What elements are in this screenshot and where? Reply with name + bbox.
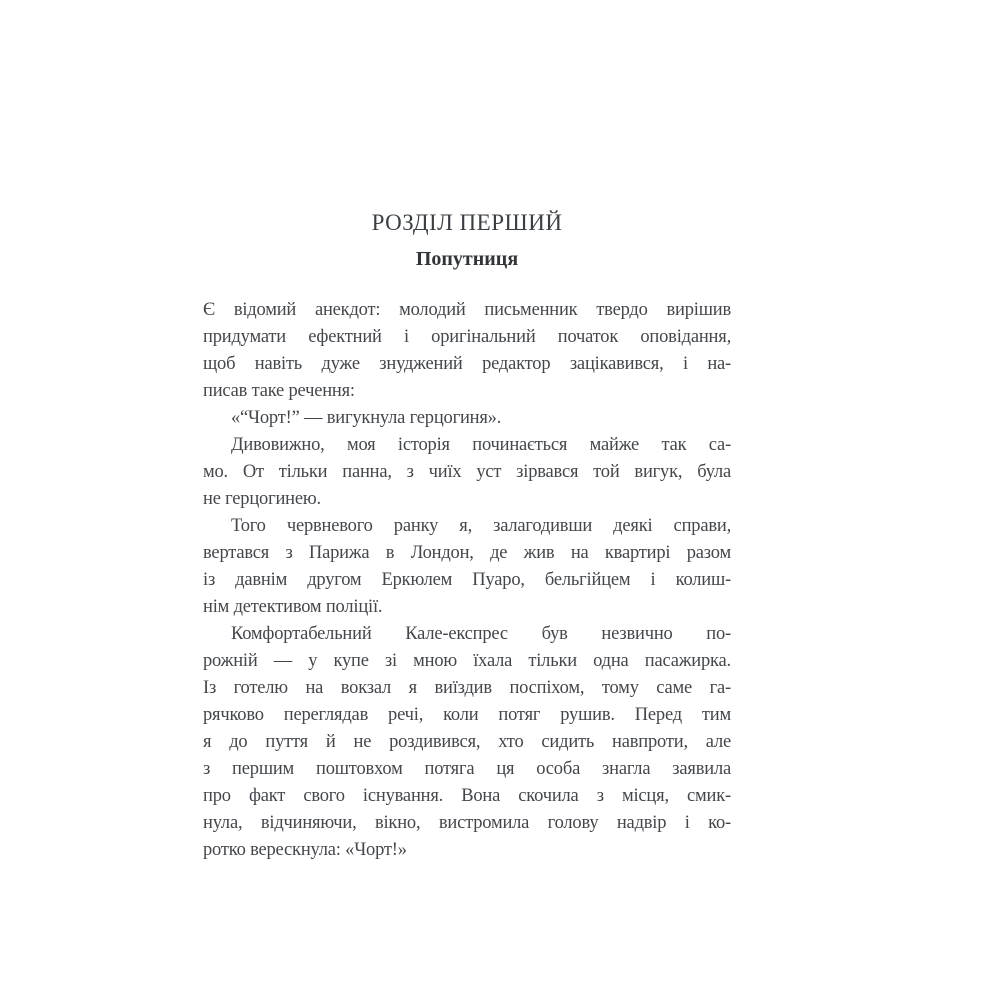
body-text <box>203 297 731 864</box>
text-line: Комфортабельний Кале-експрес був незвично по- <box>231 624 731 644</box>
text-line: не герцогинею. <box>203 489 321 509</box>
text-line: із давнім другом Еркюлем Пуаро, бельгійцем і колиш- <box>203 570 731 590</box>
text-line: Є відомий анекдот: молодий письменник твердо вирішив <box>203 300 731 320</box>
text-line: писав таке речення: <box>203 381 355 401</box>
text-line: нім детективом поліції. <box>203 597 383 617</box>
chapter-subtitle: Попутниця <box>415 248 519 270</box>
text-line: рожній — у купе зі мною їхала тільки одна пасажирка. <box>203 651 731 671</box>
text-line: з першим поштовхом потяга ця особа знагла заявила <box>203 759 731 779</box>
text-line: Того червневого ранку я, залагодивши деякі справи, <box>231 516 731 536</box>
chapter-heading: РОЗДІЛ ПЕРШИЙ <box>371 210 563 235</box>
text-line: нула, відчиняючи, вікно, вистромила голову надвір і ко- <box>203 813 731 833</box>
text-line: я до пуття й не роздивився, хто сидить навпроти, але <box>203 732 731 752</box>
text-line: щоб навіть дуже знуджений редактор зацікавився, і на- <box>203 354 731 374</box>
text-line: мо. От тільки панна, з чиїх уст зірвався той вигук, була <box>203 462 731 482</box>
text-line: рячково переглядав речі, коли потяг рушив. Перед тим <box>203 705 731 725</box>
text-line: придумати ефектний і оригінальний початок оповідання, <box>203 327 731 347</box>
text-line: Із готелю на вокзал я виїздив поспіхом, тому саме га- <box>203 678 731 698</box>
text-line: ротко верескнула: «Чорт!» <box>203 840 407 860</box>
text-line: Дивовижно, моя історія починається майже так са- <box>231 435 731 455</box>
text-line: вертався з Парижа в Лондон, де жив на квартирі разом <box>203 543 731 563</box>
text-line: про факт свого існування. Вона скочила з місця, смик- <box>203 786 731 806</box>
text-line: «“Чорт!” — вигукнула герцогиня». <box>231 408 502 428</box>
